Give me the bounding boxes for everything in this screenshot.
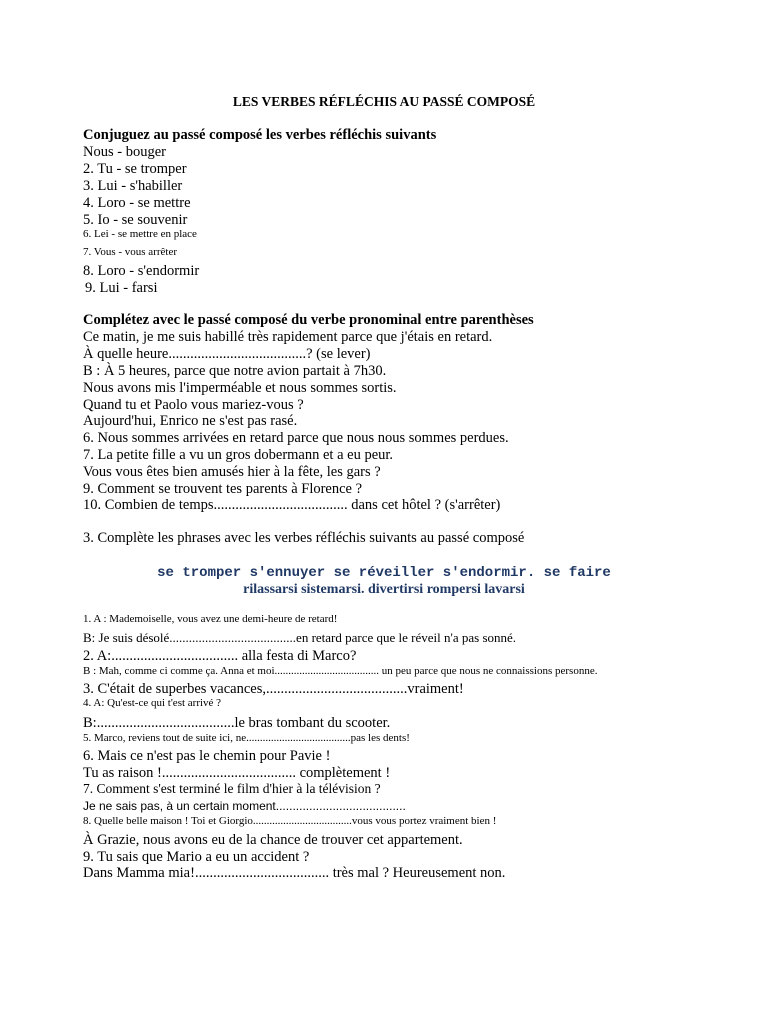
exercise-3-item: Dans Mamma mia!..................................... très mal ? Heureusement non. — [83, 865, 506, 881]
exercise-1-item: Nous - bouger — [83, 144, 166, 160]
verb-list-line-1: se tromper s'ennuyer se réveiller s'endormir. se faire — [157, 565, 611, 581]
exercise-3-item: 4. A: Qu'est-ce qui t'est arrivé ? — [83, 697, 222, 709]
exercise-3-item: 5. Marco, reviens tout de suite ici, ne......................................pas les dents! — [83, 732, 410, 744]
exercise-1-item: 2. Tu - se tromper — [83, 161, 187, 177]
page-title: LES VERBES RÉFLÉCHIS AU PASSÉ COMPOSÉ — [232, 94, 536, 109]
exercise-1-heading: Conjuguez au passé composé les verbes réfléchis suivants — [83, 127, 437, 143]
exercise-3-item: B: Je suis désolé.......................................en retard parce que le réveil n'a pas sonné. — [83, 630, 517, 645]
exercise-1-item: 6. Lei - se mettre en place — [83, 228, 197, 240]
exercise-3-item: 1. A : Mademoiselle, vous avez une demi-heure de retard! — [83, 613, 338, 625]
exercise-2-item: Nous avons mis l'imperméable et nous sommes sortis. — [83, 380, 397, 396]
exercise-2-heading: Complétez avec le passé composé du verbe pronominal entre parenthèses — [83, 312, 534, 328]
exercise-2-item: À quelle heure......................................? (se lever) — [83, 346, 371, 362]
exercise-2-item: 6. Nous sommes arrivées en retard parce que nous nous sommes perdues. — [83, 430, 509, 446]
exercise-3-item: 9. Tu sais que Mario a eu un accident ? — [83, 849, 310, 865]
exercise-2-item: 10. Combien de temps..................................... dans cet hôtel ? (s'arrêter) — [83, 497, 501, 513]
verb-list-line-2: rilassarsi sistemarsi. divertirsi rompersi lavarsi — [243, 582, 525, 597]
exercise-3-item: 7. Comment s'est terminé le film d'hier à la télévision ? — [83, 781, 381, 796]
exercise-1-item: 3. Lui - s'habiller — [83, 178, 183, 194]
exercise-1-item: 8. Loro - s'endormir — [83, 263, 200, 279]
exercise-2-item: Vous vous êtes bien amusés hier à la fête, les gars ? — [83, 464, 381, 480]
exercise-1-item: 9. Lui - farsi — [85, 280, 158, 296]
exercise-3-item: 8. Quelle belle maison ! Toi et Giorgio....................................vous vous portez vraiment bien ! — [83, 815, 497, 827]
exercise-3-item: Je ne sais pas, à un certain moment....................................... — [83, 799, 406, 813]
exercise-2-item: B : À 5 heures, parce que notre avion partait à 7h30. — [83, 363, 387, 379]
exercise-1-item: 7. Vous - vous arrêter — [83, 246, 177, 258]
exercise-3-heading: 3. Complète les phrases avec les verbes réfléchis suivants au passé composé — [83, 530, 525, 546]
exercise-2-item: Aujourd'hui, Enrico ne s'est pas rasé. — [83, 413, 298, 429]
exercise-2-item: 9. Comment se trouvent tes parents à Florence ? — [83, 481, 363, 497]
exercise-2-item: Quand tu et Paolo vous mariez-vous ? — [83, 397, 304, 413]
exercise-3-item: 2. A:................................... alla festa di Marco? — [83, 648, 357, 664]
exercise-2-item: 7. La petite fille a vu un gros dobermann et a eu peur. — [83, 447, 394, 463]
exercise-3-item: B : Mah, comme ci comme ça. Anna et moi...................................... un peu parce que nous ne connaissions personne. — [83, 665, 598, 677]
exercise-1-item: 5. Io - se souvenir — [83, 212, 188, 228]
exercise-3-item: 3. C'était de superbes vacances,.......................................vraiment! — [83, 681, 464, 697]
exercise-3-item: 6. Mais ce n'est pas le chemin pour Pavie ! — [83, 748, 331, 764]
exercise-3-item: À Grazie, nous avons eu de la chance de trouver cet appartement. — [83, 832, 463, 848]
exercise-3-item: B:......................................le bras tombant du scooter. — [83, 715, 391, 731]
exercise-3-item: Tu as raison !..................................... complètement ! — [83, 765, 391, 781]
exercise-1-item: 4. Loro - se mettre — [83, 195, 191, 211]
exercise-2-item: Ce matin, je me suis habillé très rapidement parce que j'étais en retard. — [83, 329, 493, 345]
